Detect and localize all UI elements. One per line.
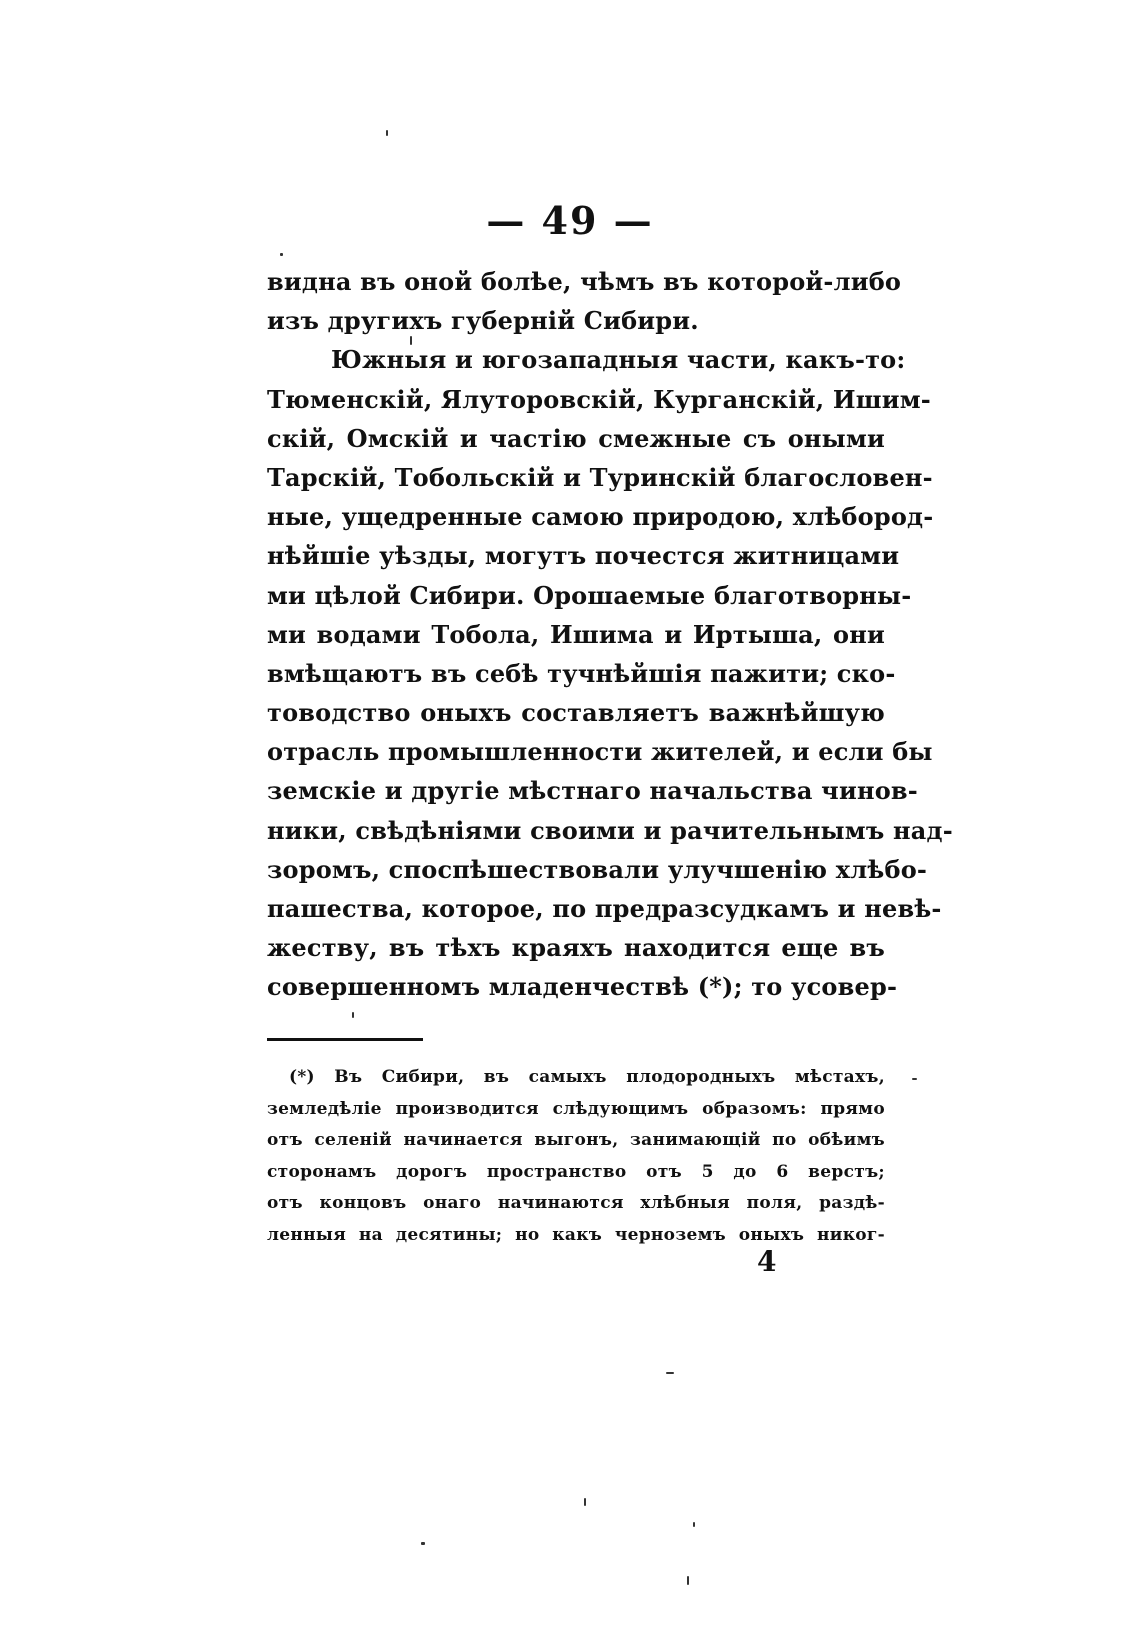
body-line: Южныя и югозападныя части, какъ-то: [331,345,906,375]
footnote-line: земледѣліе производится слѣдующимъ образомъ: прямо [267,1098,885,1119]
scan-speck [386,130,388,136]
body-line: ми цѣлой Сибири. Орошаемые благотворны- [267,580,912,610]
footnote-separator [267,1038,423,1041]
body-text [267,262,953,1007]
scan-speck [584,1498,586,1506]
body-line: вмѣщаютъ въ себѣ тучнѣйшія пажити; ско- [267,658,896,688]
body-line: товодство оныхъ составляетъ важнѣйшую [267,698,885,728]
body-line: Тарскій, Тобольскій и Туринскій благословен- [267,462,933,492]
footnote-line: сторонамъ дорогъ пространство отъ 5 до 6 верстъ; [267,1161,885,1182]
footnote-line: отъ селеній начинается выгонъ, занимающій по обѣимъ [267,1130,885,1151]
body-line: ми водами Тобола, Ишима и Иртыша, они [267,619,885,649]
scan-speck [693,1522,695,1527]
body-line: видна въ оной болѣе, чѣмъ въ которой-либо [267,267,902,296]
scan-speck [410,336,412,345]
scan-speck [352,1012,354,1018]
body-line: отрасль промышленности жителей, и если бы [267,737,933,767]
scan-speck [687,1576,689,1585]
body-line: Тюменскій, Ялуторовскій, Курганскій, Ишим- [267,384,931,414]
body-line: ные, ущедренные самою природою, хлѣбород- [267,502,934,532]
body-line: пашества, которое, по предразсудкамъ и невѣ- [267,894,942,923]
body-line: скій, Омскій и частію смежные съ оными [267,423,885,453]
body-line: жеству, въ тѣхъ краяхъ находится еще въ [267,933,885,963]
footnote-line: (*) Въ Сибири, въ самыхъ плодородныхъ мѣстахъ, [289,1067,885,1087]
footnote-line: отъ концовъ онаго начинаются хлѣбныя поля, раздѣ- [267,1193,885,1214]
scan-speck [666,1372,674,1374]
body-line: земскіе и другіе мѣстнаго начальства чинов- [267,776,918,806]
scan-speck [912,1078,917,1080]
footnote [267,1062,885,1252]
scan-speck [421,1542,425,1545]
scan-speck [280,253,283,256]
body-line: изъ другихъ губерній Сибири. [267,306,699,336]
body-line: нѣйшіе уѣзды, могутъ почестся житницами [267,541,900,571]
body-line: ники, свѣдѣніями своими и рачительнымъ над- [267,815,953,845]
footnote-line: ленныя на десятины; но какъ черноземъ оныхъ никог- [267,1224,885,1245]
body-line: совершенномъ младенчествѣ (*); то усовер- [267,972,898,1002]
signature-mark: 4 [757,1245,777,1278]
body-line: зоромъ, споспѣшествовали улучшенію хлѣбо- [267,854,928,884]
page-number: — 49 — [486,198,654,243]
